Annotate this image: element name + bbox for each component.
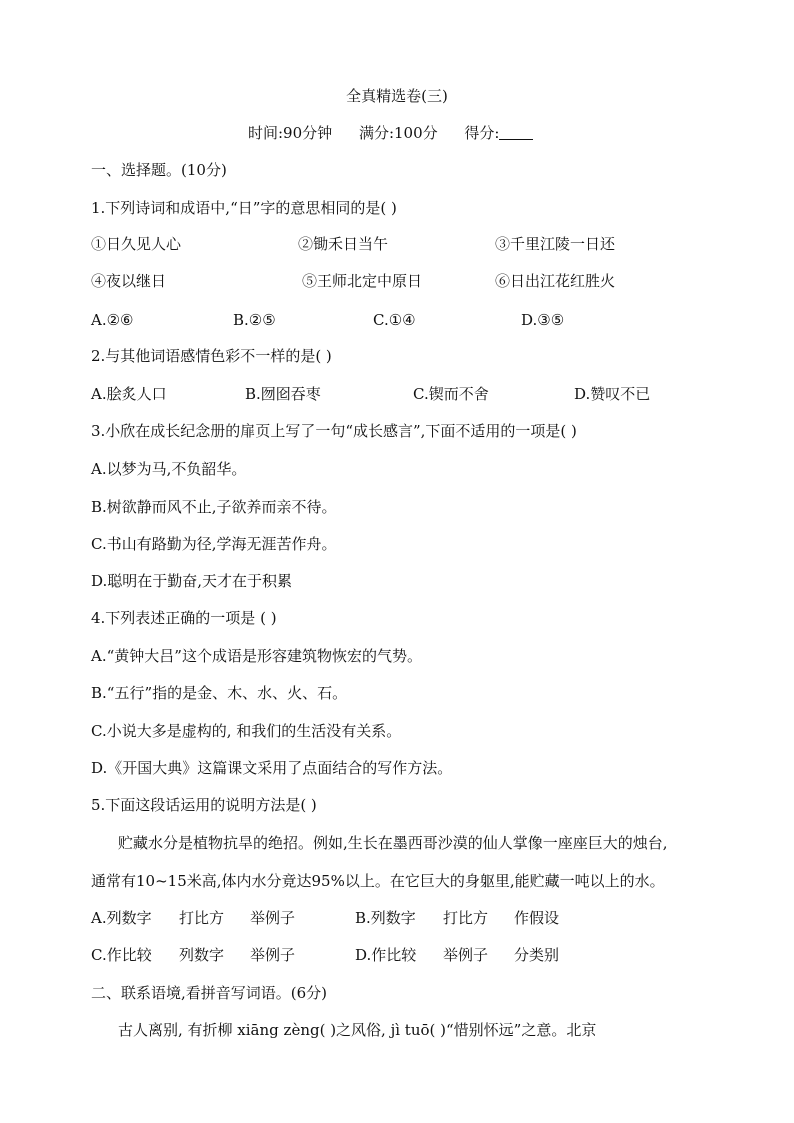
q4-option-a[interactable]: A.“黄钟大吕”这个成语是形容建筑物恢宏的气势。	[91, 647, 422, 665]
q5-option-a-part-2: 打比方	[179, 909, 225, 927]
q5-option-d[interactable]	[355, 945, 416, 965]
q2-option-a[interactable]: A.脍炙人口	[91, 385, 167, 403]
q1-item-3: ③千里江陵一日还	[495, 235, 616, 253]
q5-passage-line-2: 通常有10~15米高,体内水分竟达95%以上。在它巨大的身躯里,能贮藏一吨以上的水。	[91, 872, 665, 890]
full-score: 满分:100分	[358, 124, 438, 142]
q1-item-1: ①日久见人心	[91, 235, 182, 253]
q2-option-b[interactable]: B.囫囵吞枣	[245, 385, 321, 403]
score-field	[464, 124, 555, 142]
q5-option-a[interactable]	[91, 908, 152, 928]
q3-option-d[interactable]: D.聪明在于勤奋,天才在于积累	[91, 572, 293, 590]
q2-option-c[interactable]: C.锲而不舍	[413, 385, 489, 403]
q5-option-c-part-1: C.作比较	[91, 946, 152, 964]
question-4-stem: 4.下列表述正确的一项是 ( )	[91, 609, 277, 627]
score-blank[interactable]	[499, 125, 533, 140]
q3-option-a[interactable]: A.以梦为马,不负韶华。	[91, 460, 247, 478]
q3-option-b[interactable]: B.树欲静而风不止,子欲养而亲不待。	[91, 498, 337, 516]
q5-option-b-part-3: 作假设	[514, 909, 560, 927]
q5-option-d-part-2: 举例子	[443, 946, 489, 964]
q1-option-d[interactable]: D.③⑤	[521, 311, 565, 329]
q2-option-d[interactable]: D.赞叹不已	[574, 385, 651, 403]
question-5-stem: 5.下面这段话运用的说明方法是( )	[91, 796, 317, 814]
score-label: 得分:	[464, 124, 500, 142]
q1-item-5: ⑤王师北定中原日	[302, 272, 423, 290]
q1-item-2: ②锄禾日当午	[298, 235, 389, 253]
question-3-stem: 3.小欣在成长纪念册的扉页上写了一句“成长感言”,下面不适用的一项是( )	[91, 422, 577, 440]
section2-heading: 二、联系语境,看拼音写词语。(6分)	[91, 984, 328, 1002]
q5-option-b[interactable]	[355, 908, 416, 928]
q5-option-d-part-3: 分类别	[514, 946, 560, 964]
question-2-stem: 2.与其他词语感情色彩不一样的是( )	[91, 347, 332, 365]
q4-option-d[interactable]: D.《开国大典》这篇课文采用了点面结合的写作方法。	[91, 759, 453, 777]
q5-option-c-part-3: 举例子	[250, 946, 296, 964]
q5-option-d-part-1: D.作比较	[355, 946, 417, 964]
q1-option-a[interactable]: A.②⑥	[91, 311, 134, 329]
q5-passage-line-1: 贮藏水分是植物抗旱的绝招。例如,生长在墨西哥沙漠的仙人掌像一座座巨大的烛台,	[118, 834, 668, 852]
section2-passage-line-1: 古人离别, 有折柳 xiāng zèng( )之风俗, jì tuō( )“惜别怀远”之意。北京	[118, 1021, 597, 1039]
q4-option-b[interactable]: B.“五行”指的是金、木、水、火、石。	[91, 684, 348, 702]
exam-meta	[248, 123, 577, 143]
q1-option-b[interactable]: B.②⑤	[233, 311, 276, 329]
q4-option-c[interactable]: C.小说大多是虚构的, 和我们的生活没有关系。	[91, 722, 402, 740]
q1-item-4: ④夜以继日	[91, 272, 167, 290]
section1-heading: 一、选择题。(10分)	[91, 161, 227, 179]
page-title: 全真精选卷(三)	[346, 87, 448, 105]
q1-item-6: ⑥日出江花红胜火	[495, 272, 616, 290]
q5-option-a-part-1: A.列数字	[91, 909, 152, 927]
q3-option-c[interactable]: C.书山有路勤为径,学海无涯苦作舟。	[91, 535, 337, 553]
q5-option-c-part-2: 列数字	[179, 946, 225, 964]
q1-option-c[interactable]: C.①④	[373, 311, 416, 329]
question-1-stem: 1.下列诗词和成语中,“日”字的意思相同的是( )	[91, 199, 397, 217]
q5-option-a-part-3: 举例子	[250, 909, 296, 927]
time-limit: 时间:90分钟	[248, 124, 333, 142]
q5-option-b-part-2: 打比方	[443, 909, 489, 927]
q5-option-c[interactable]	[91, 945, 152, 965]
q5-option-b-part-1: B.列数字	[355, 909, 416, 927]
